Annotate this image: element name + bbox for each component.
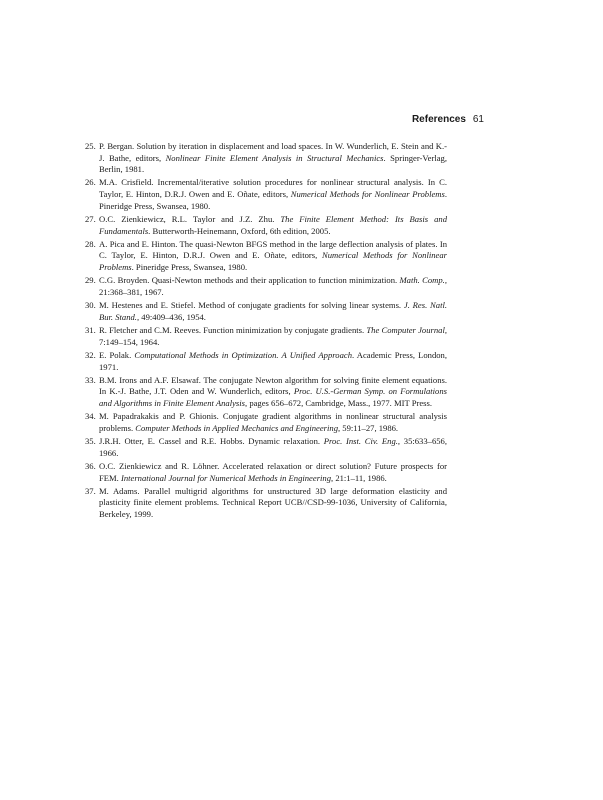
reference-text: B.M. Irons and A.F. Elsawaf. The conjugate Newton algorithm for solving finite element equations. In K.-J. Bathe, J.T. Oden and W. Wunderlich, editors, [99,374,447,397]
reference-entry [85,214,447,237]
reference-text: J.R.H. Otter, E. Cassel and R.E. Hobbs. Dynamic relaxation. [99,436,324,447]
reference-text: M. Adams. Parallel multigrid algorithms for unstructured 3D large deformation elasticity and plasticity finite element problems. Technical Report UCB//CSD-99-1036, University of California, Berkeley, 1999. [99,485,447,520]
reference-entry [85,177,447,212]
reference-number: 28. [85,238,96,249]
reference-text: R. Fletcher and C.M. Reeves. Function minimization by conjugate gradients. [99,325,367,336]
reference-source-title: The Finite Element Method: Its Basis and Fundamentals [99,213,447,236]
reference-text: M.A. Crisfield. Incremental/iterative solution procedures for nonlinear structural analysis. In C. Taylor, E. Hinton, D.R.J. Owen and E. Oñate, editors, [99,177,447,200]
reference-number: 32. [85,349,96,360]
reference-text: . Pineridge Press, Swansea, 1980. [131,262,248,272]
reference-entry [85,411,447,434]
reference-entry [85,436,447,459]
reference-source-title: Math. Comp. [399,275,445,286]
reference-number: 33. [85,374,96,385]
reference-entry [85,275,447,298]
reference-text: O.C. Zienkiewicz, R.L. Taylor and J.Z. Zhu. [99,213,281,224]
reference-list [85,141,447,522]
reference-source-title: Proc. Inst. Civ. Eng. [323,436,398,447]
reference-number: 30. [85,300,96,311]
reference-source-title: The Computer Journal [366,325,445,336]
reference-text: , 35:633–656, 1966. [99,436,447,458]
reference-number: 26. [85,177,96,188]
reference-text: . Springer-Verlag, Berlin, 1981. [99,152,447,175]
reference-text: O.C. Zienkiewicz and R. Löhner. Accelerated relaxation or direct solution? Future prospects for FEM. [99,461,447,483]
reference-source-title: Numerical Methods for Nonlinear Problems [290,189,445,200]
reference-entry [85,141,447,176]
reference-text: , pages 656–672, Cambridge, Mass., 1977. MIT Press. [245,397,432,408]
reference-text: , 59:11–27, 1986. [338,422,399,433]
reference-text: , 7:149–154, 1964. [99,325,447,347]
reference-text: . Pineridge Press, Swansea, 1980. [99,189,447,211]
reference-source-title: J. Res. Natl. Bur. Stand. [99,300,447,322]
reference-text: . Butterworth-Heinemann, Oxford, 6th edition, 2005. [148,225,331,236]
reference-number: 27. [85,213,96,224]
reference-source-title: Computational Methods in Optimization. A Unified Approach [134,349,352,360]
reference-number: 35. [85,436,96,447]
reference-entry [85,239,447,274]
reference-source-title: Numerical Methods for Nonlinear Problems [99,250,447,272]
reference-number: 34. [85,411,96,422]
reference-text: M. Papadrakakis and P. Ghionis. Conjugate gradient algorithms in nonlinear structural analysis problems. [99,411,447,433]
reference-number: 29. [85,275,96,286]
reference-text: E. Polak. [99,349,135,360]
reference-text: , 21:1–11, 1986. [331,472,387,483]
reference-source-title: Proc. U.S.-German Symp. on Formulations and Algorithms in Finite Element Analysis [99,386,447,408]
page-number: 61 [472,114,484,125]
running-head [412,114,484,126]
reference-text: A. Pica and E. Hinton. The quasi-Newton BFGS method in the large deflection analysis of plates. In C. Taylor, E. Hinton, D.R.J. Owen and E. Oñate, editors, [99,238,447,261]
reference-source-title: Nonlinear Finite Element Analysis in Structural Mechanics [165,152,384,163]
reference-number: 36. [85,461,96,471]
reference-number: 31. [85,325,96,336]
reference-text: M. Hestenes and E. Stiefel. Method of conjugate gradients for solving linear systems. [99,300,404,311]
reference-entry [85,350,447,373]
section-title: References [411,114,466,125]
reference-entry [85,486,447,521]
reference-text: , 49:409–436, 1954. [136,311,206,322]
reference-entry [85,300,447,323]
reference-number: 37. [85,485,96,496]
reference-number: 25. [85,141,96,151]
reference-entry [85,375,447,410]
reference-text: C.G. Broyden. Quasi-Newton methods and their application to function minimization. [99,275,400,286]
reference-entry [85,461,447,484]
reference-entry [85,325,447,348]
reference-text: , 21:368–381, 1967. [99,275,447,297]
reference-source-title: International Journal for Numerical Methods in Engineering [120,472,332,483]
reference-text: . Academic Press, London, 1971. [99,349,447,372]
reference-source-title: Computer Methods in Applied Mechanics and Engineering [135,422,338,433]
reference-text: P. Bergan. Solution by iteration in displacement and load spaces. In W. Wunderlich, E. Stein and K.-J. Bathe, editors, [99,141,447,163]
